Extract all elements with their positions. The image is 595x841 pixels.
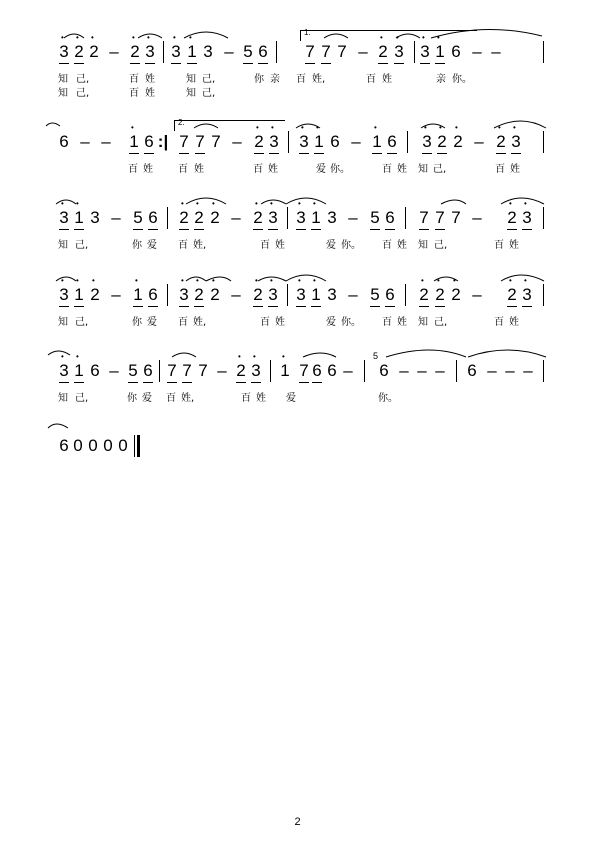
lyric: 亲: [270, 74, 280, 85]
note: 7: [179, 132, 189, 151]
note: • 2: [178, 208, 190, 228]
lyric: 己,: [75, 240, 89, 251]
dash: –: [348, 208, 358, 227]
note: 7: [167, 361, 177, 380]
lyric: 姓: [397, 164, 407, 175]
lyric: 姓,: [193, 240, 207, 251]
barline: [543, 207, 544, 229]
lyric: 知: [58, 393, 68, 404]
lyric: 百: [129, 74, 139, 85]
dash: –: [472, 208, 482, 227]
barline: [364, 360, 365, 382]
note: 6: [451, 42, 461, 61]
note: 7: [195, 132, 205, 151]
lyric: 知: [58, 74, 68, 85]
note: • 2: [495, 132, 507, 152]
lyrics-verse-2: [46, 84, 546, 97]
note: • 3: [295, 285, 307, 305]
score-line-5: [46, 351, 546, 421]
score-line-1: [46, 28, 546, 102]
dash: –: [351, 132, 361, 151]
lyric: 百: [382, 240, 392, 251]
dash: –: [224, 42, 234, 61]
lyric: 姓: [275, 240, 285, 251]
note: 6: [59, 436, 69, 455]
note: • 1: [73, 208, 85, 228]
dash: –: [399, 361, 409, 380]
lyric: 百: [166, 393, 176, 404]
lyric: 姓,: [181, 393, 195, 404]
lyric: 姓: [145, 74, 155, 85]
lyrics-verse-1: [46, 70, 546, 83]
lyric: 姓,: [312, 74, 326, 85]
note: • 1: [313, 132, 325, 152]
note: 3: [203, 42, 213, 61]
note: • 3: [267, 208, 279, 228]
barline: [159, 360, 160, 382]
lyric: 己,: [76, 88, 90, 99]
lyric: 姓: [382, 74, 392, 85]
note: • 1: [132, 285, 144, 305]
lyric: 知: [418, 317, 428, 328]
lyric: 百: [494, 317, 504, 328]
lyric: 百: [260, 317, 270, 328]
note: 6: [312, 361, 322, 380]
notation-row: [46, 436, 546, 458]
note: • 2: [129, 42, 141, 62]
lyric: 姓: [509, 240, 519, 251]
note: • 2: [88, 42, 100, 62]
score-line-4: [46, 285, 546, 345]
note: • 3: [521, 285, 533, 305]
lyric: 姓: [145, 88, 155, 99]
note: • 2: [253, 132, 265, 152]
lyric: 己,: [76, 74, 90, 85]
note: 6: [143, 361, 153, 380]
lyric: 你。: [341, 240, 361, 251]
note: • 3: [421, 132, 433, 152]
note: • 3: [58, 208, 70, 228]
dash: –: [217, 361, 227, 380]
note: 6: [379, 361, 389, 380]
note: • 1: [434, 42, 446, 62]
lyric: 爱: [316, 164, 326, 175]
note: • 2: [450, 285, 462, 305]
lyric: 爱: [326, 317, 336, 328]
note: • 2: [506, 285, 518, 305]
volta-1: 1.: [300, 30, 477, 41]
dash: –: [435, 361, 445, 380]
lyric: 你。: [330, 164, 350, 175]
barline: [543, 284, 544, 306]
barline: [407, 131, 408, 153]
lyric: 爱: [147, 240, 157, 251]
repeat-end: :|: [157, 132, 169, 151]
note: 5: [128, 361, 138, 380]
page-number: 2: [294, 816, 301, 828]
lyric: 你: [132, 240, 142, 251]
note: 6: [258, 42, 268, 61]
dash: –: [487, 361, 497, 380]
note: • 2: [452, 132, 464, 152]
note: 6: [59, 132, 69, 151]
note: • 3: [267, 285, 279, 305]
barline: [543, 131, 544, 153]
note: • 2: [506, 208, 518, 228]
lyric: 百: [241, 393, 251, 404]
dash: –: [474, 132, 484, 151]
lyric: 己,: [75, 393, 89, 404]
note: • 2: [434, 285, 446, 305]
notation-row: [46, 132, 546, 154]
note: 6: [385, 285, 395, 304]
barline: [276, 41, 277, 63]
note: • 3: [393, 42, 405, 62]
note: 7: [419, 208, 429, 227]
note: • 3: [58, 42, 70, 62]
score-line-2: [46, 118, 546, 192]
lyric: 爱: [147, 317, 157, 328]
lyric: 百: [366, 74, 376, 85]
note: 6: [148, 208, 158, 227]
lyric: 百: [260, 240, 270, 251]
lyric: 爱: [286, 393, 296, 404]
dash: –: [417, 361, 427, 380]
volta-2: 2.: [174, 120, 285, 131]
note: 7: [435, 208, 445, 227]
note: 3: [327, 285, 337, 304]
barline: [288, 131, 289, 153]
lyric: 你。: [341, 317, 361, 328]
note: • 1: [279, 361, 291, 381]
note: • 2: [209, 208, 221, 228]
notation-row: [46, 42, 546, 64]
dash: –: [472, 42, 482, 61]
note: 5: [370, 208, 380, 227]
barline: [405, 284, 406, 306]
note: • 3: [521, 208, 533, 228]
lyric: 姓: [510, 164, 520, 175]
lyrics-verse-1: [46, 389, 546, 402]
lyric: 姓: [194, 164, 204, 175]
lyric: 己,: [434, 317, 448, 328]
note: • 2: [235, 361, 247, 381]
dash: –: [232, 132, 242, 151]
lyric: 你。: [378, 393, 398, 404]
lyrics-verse-1: [46, 236, 546, 249]
note: • 1: [128, 132, 140, 152]
note: • 3: [295, 208, 307, 228]
barline: [456, 360, 457, 382]
lyric: 己,: [434, 240, 448, 251]
note: 7: [451, 208, 461, 227]
lyric: 亲: [436, 74, 446, 85]
barline: [405, 207, 406, 229]
note: • 3: [298, 132, 310, 152]
note: • 3: [58, 285, 70, 305]
lyric: 百: [128, 164, 138, 175]
note: • 3: [510, 132, 522, 152]
lyric: 知: [186, 74, 196, 85]
lyric: 百: [495, 164, 505, 175]
lyric: 百: [494, 240, 504, 251]
rest: 0: [118, 436, 128, 455]
note: 7: [182, 361, 192, 380]
dash: –: [101, 132, 111, 151]
note: • 1: [310, 285, 322, 305]
dash: –: [109, 361, 119, 380]
note: 6: [330, 132, 340, 151]
final-barline: [137, 435, 140, 457]
lyric: 你。: [452, 74, 472, 85]
note: 5: [133, 208, 143, 227]
score-line-6: [46, 436, 546, 496]
dash: –: [505, 361, 515, 380]
dash: –: [111, 208, 121, 227]
lyric: 百: [253, 164, 263, 175]
dash: –: [80, 132, 90, 151]
dash: –: [109, 42, 119, 61]
barline: [167, 207, 168, 229]
score-line-3: [46, 208, 546, 268]
note: 7: [321, 42, 331, 61]
lyric: 姓: [268, 164, 278, 175]
note: • 1: [73, 285, 85, 305]
lyric: 姓,: [193, 317, 207, 328]
lyric: 己,: [202, 88, 216, 99]
note: 3: [90, 208, 100, 227]
lyric: 姓: [275, 317, 285, 328]
note: • 1: [310, 208, 322, 228]
lyric: 知: [418, 240, 428, 251]
barline: [163, 41, 164, 63]
barline: [270, 360, 271, 382]
note: • 3: [170, 42, 182, 62]
rest: 0: [88, 436, 98, 455]
note: 6: [90, 361, 100, 380]
lyric: 百: [178, 240, 188, 251]
barline: [134, 435, 135, 457]
dash: –: [231, 208, 241, 227]
note: • 3: [250, 361, 262, 381]
lyric: 你: [132, 317, 142, 328]
lyric: 你: [127, 393, 137, 404]
note: 5: [243, 42, 253, 61]
barline: [414, 41, 415, 63]
barline: [543, 41, 544, 63]
lyric: 爱: [326, 240, 336, 251]
rest: 0: [73, 436, 83, 455]
note: • 1: [186, 42, 198, 62]
notation-row: [46, 208, 546, 230]
note: • 2: [193, 208, 205, 228]
dash: –: [491, 42, 501, 61]
dash: –: [523, 361, 533, 380]
note: 7: [211, 132, 221, 151]
lyric: 你: [254, 74, 264, 85]
barline: [543, 360, 544, 382]
note: • 2: [89, 285, 101, 305]
note: • 2: [436, 132, 448, 152]
barline: [287, 284, 288, 306]
notation-row: [46, 351, 546, 383]
note: 7: [305, 42, 315, 61]
lyric: 己,: [75, 317, 89, 328]
note: • 1: [371, 132, 383, 152]
note: 6: [467, 361, 477, 380]
note: • 2: [73, 42, 85, 62]
note: • 1: [73, 361, 85, 381]
lyric: 知: [58, 88, 68, 99]
note: • 2: [252, 208, 264, 228]
note: • 2: [193, 285, 205, 305]
note: 5: [370, 285, 380, 304]
note: • 2: [418, 285, 430, 305]
note: • 2: [209, 285, 221, 305]
lyrics-verse-1: [46, 313, 546, 326]
lyric: 百: [382, 317, 392, 328]
dash: –: [358, 42, 368, 61]
lyric: 姓: [143, 164, 153, 175]
barline: [167, 284, 168, 306]
dash: –: [472, 285, 482, 304]
lyric: 知: [58, 317, 68, 328]
note: 6: [148, 285, 158, 304]
lyric: 姓: [397, 240, 407, 251]
lyric: 己,: [433, 164, 447, 175]
lyrics-verse-1: [46, 160, 546, 173]
lyric: 姓: [397, 317, 407, 328]
lyric: 百: [178, 164, 188, 175]
notation-row: [46, 285, 546, 307]
barline: [287, 207, 288, 229]
lyric: 百: [129, 88, 139, 99]
note: • 3: [419, 42, 431, 62]
note: 3: [327, 208, 337, 227]
dash: –: [111, 285, 121, 304]
rest: 0: [103, 436, 113, 455]
note: 7: [299, 361, 309, 380]
lyric: 姓: [509, 317, 519, 328]
lyric: 百: [382, 164, 392, 175]
lyric: 知: [418, 164, 428, 175]
segno-mark: 5: [373, 351, 379, 361]
note: 6: [327, 361, 337, 380]
dash: –: [231, 285, 241, 304]
note: • 3: [268, 132, 280, 152]
note: 6: [144, 132, 154, 151]
lyric: 姓: [256, 393, 266, 404]
note: 6: [387, 132, 397, 151]
note: • 3: [144, 42, 156, 62]
note: • 2: [252, 285, 264, 305]
lyric: 爱: [142, 393, 152, 404]
lyric: 百: [178, 317, 188, 328]
note: 7: [198, 361, 208, 380]
lyric: 己,: [202, 74, 216, 85]
lyric: 知: [58, 240, 68, 251]
note: 7: [337, 42, 347, 61]
note: 6: [385, 208, 395, 227]
lyric: 知: [186, 88, 196, 99]
note: • 3: [58, 361, 70, 381]
dash: –: [343, 361, 353, 380]
dash: –: [348, 285, 358, 304]
lyric: 百: [296, 74, 306, 85]
note: • 2: [377, 42, 389, 62]
note: • 3: [178, 285, 190, 305]
